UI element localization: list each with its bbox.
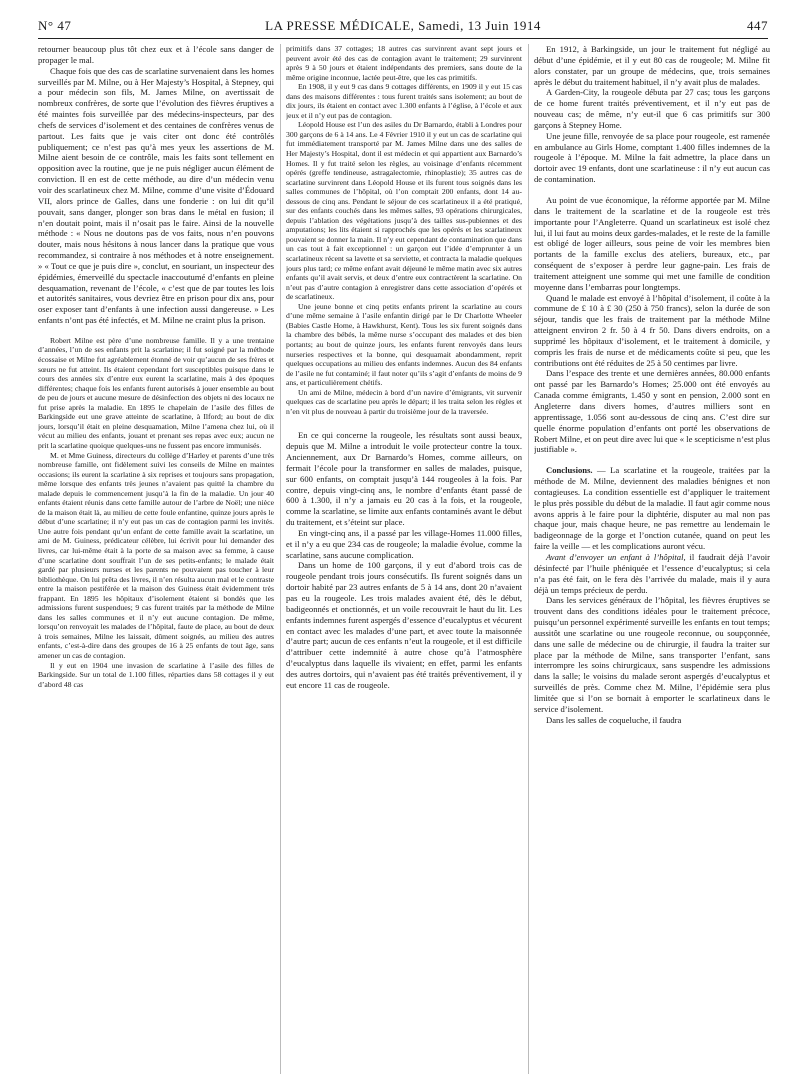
- paragraph: Robert Milne est père d’une nombreuse famille. Il y a une trentaine d’années, l’un de ses enfants prit la scarlatine; il fut soigné par la méthode écossaise et Milne fut agréablement étonné de voir qu’aucun de ses frères et sœurs ne fut atteint. Ils étaient cependant fort susceptibles puisque dans le cours des années six d’entre eux eurent la scarlatine, mais à des époques différentes; chaque fois les enfants furent autorisés à jouer ensemble au bout de peu de jours et aucune mesure de désinfection des objets ni des locaux ne fut prise après la maladie. En 1895 le chapelain de l’asile des filles de Barkingside eut une grave atteinte de scarlatine, à Ilford; au bout de dix jours, lorsqu’il était en pleine desquamation, Milne l’amena chez lui, où il vécut au milieu des enfants, jouant et prenant ses repas avec eux; aucun ne prit la scarlatine quoique quelques-uns ne fussent pas encore immunisés.: [38, 335, 274, 450]
- italic-lead: Avant d’envoyer un enfant à l’hôpital,: [546, 551, 686, 562]
- paragraph: M. et Mme Guiness, directeurs du collège d’Harley et parents d’une très nombreuse famille, ont fidèlement suivi les conseils de Milne en maintes occasions; ils eurent la scarlatine à six reprises et toujours sans propagation, même lorsque des enfants très jeunes n’avaient pas quitté la chambre du malade depuis le commencement jusqu’à la fin de la maladie. Un jour 40 enfants étaient réunis dans cette famille autour de l’arbre de Noël; une nièce de la maison était là, au milieu de cette foule enfantine, quinze jours après le début d’une scarlatine; il n’y eut pas un cas de contagion parmi les invités. Une autre fois pendant qu’un enfant de cette famille avait la scarlatine, un ami de M. Guiness, prédicateur célèbre, lui écrivit pour lui demander des livres, car lui-même était à la porte de sa maison avec sa femme, à cause d’une scarlatine dont souffrait l’un de ses petits-enfants; le malade était gardé par plusieurs nurses et les parents ne pouvaient pas toucher à leur bibliothèque. On lui prêta des livres, il n’en résulta aucun mal et le contraste entre la maison pestiférée et la maison des Guiness était évidemment très frappant. En 1895 les hôpitaux d’isolement étaient si bondés que les admissions furent suspendues; 9 cas furent traités par la méthode de Milne dans les salles communes et il n’y eut aucune contagion. De même, lorsqu’on renvoyait les malades de l’hôpital, faute de place, au bout de deux à trois semaines, Milne les laissait, dûment soignés, au milieu des autres enfants, c’est-à-dire dans des groupes de 16 à 25 enfants de tout âge, sans amener un cas de contagion.: [38, 450, 274, 660]
- paragraph: Une jeune bonne et cinq petits enfants prirent la scarlatine au cours d’une même semaine à l’asile enfantin dirigé par le Dr Charlotte Wheeler (Babies Castle Home, à Hawkhurst, Kent). Tous les six furent soignés dans la chambre des bébés, la même nurse s’occupant des malades et des bien portants; au bout de quinze jours, les enfants furent renvoyés dans leurs nurseries respectives et la bonne, qui desquamait abondamment, reprit quelques occupations au milieu des enfants indemnes. Aucun des 84 enfants de l’asile ne fut contaminé; il faut noter qu’ils s’agit d’enfants de moins de 9 ans, et particulièrement chétifs.: [286, 301, 522, 388]
- journal-title: LA PRESSE MÉDICALE, Samedi, 13 Juin 1914: [265, 18, 541, 33]
- paragraph: Dans les salles de coqueluche, il faudra: [546, 714, 682, 725]
- paragraph: Dans un home de 100 garçons, il y eut d’abord trois cas de rougeole pendant trois jours consécutifs. Ils furent soignés dans un dortoir habité par 23 autres enfants de 5 à 14 ans, dont 20 n’avaient pas eu la rougeole. Les trois malades avaient été, dès le début, badigeonnés et onctionnés, et un voile recouvrait le haut du lit. Les enfants indemnes furent aspergés d’essence d’eucalyptus et vécurent en contact avec les malades d’une part, et avec toute la maisonnée d’autre part; aucun de ces enfants n’eut la rougeole, et il est difficile d’attribuer cette indemnité à autre chose qu’à l’atmosphère d’eucalyptus dans laquelle ils vivaient; en effet, parmi les enfants des autres dortoirs, qui n’avaient pas été traités préventivement, il y eut encore 11 cas de rougeole.: [286, 560, 522, 690]
- running-header: [38, 18, 768, 36]
- paragraph: En vingt-cinq ans, il a passé par les village-Homes 11.000 filles, et il n’y a eu que 234 cas de rougeole; la maladie évolue, comme la scarlatine, sans aucune complication.: [286, 527, 522, 560]
- column-right: [534, 44, 770, 1074]
- paragraph-text: il faudrait déjà l’avoir désinfecté par l’huile phéniquée et l’essence d’eucalyptus; si cela n’a pas été fait, on le fera dès l’arrivée du malade, mais il y aura déjà un temps précieux de perdu.: [534, 551, 770, 595]
- conclusions-heading: Conclusions.: [546, 465, 593, 476]
- paragraph: Un ami de Milne, médecin à bord d’un navire d’émigrants, vit survenir quelques cas de scarlatine peu après le départ; il les traita selon les règles et n’en vit plus de nouveau à partir du troisième jour de la traversée.: [286, 387, 522, 416]
- conclusions-paragraph: [534, 465, 770, 552]
- paragraph: Au point de vue économique, la réforme apportée par M. Milne dans le traitement de la scarlatine et de la rougeole est très importante pour l’Angleterre. Quand un scarlatineux est isolé chez lui, il lui faut au moins deux gardes-malades, et le reste de la famille est obligé de loger ailleurs, sous peine de voir les membres bien portants de la famille exclus des ateliers, bureaux, etc., par conséquent de s’exposer à perdre leur gagne-pain. Les frais de traitement atteignent une somme qui met une famille de condition moyenne dans l’embarras pour longtemps.: [534, 194, 770, 292]
- paragraph: [534, 552, 770, 595]
- paragraph: Une jeune fille, renvoyée de sa place pour rougeole, est ramenée en ambulance au Girls Home, comptant 1.400 filles indemnes de la rougeole à l’époque. M. Milne la fait admettre, la place dans un dortoir avec 19 enfants, dont une scarlatineuse : il n’y eut aucun cas de contamination.: [534, 130, 770, 185]
- paragraph: En 1908, il y eut 9 cas dans 9 cottages différents, en 1909 il y eut 15 cas dans des maisons différentes : tous furent traités sans isolement; au bout de dix jours, ils étaient en contact avec 1.300 enfants à l’église, à l’école et aux jeux et il n’y eut pas de contagion.: [286, 82, 522, 120]
- paragraph: Quand le malade est envoyé à l’hôpital d’isolement, il coûte à la commune de £ 10 à £ 30 (250 à 750 francs), selon la durée de son séjour, tandis que les frais de traitement par la méthode Milne atteignent environ 2 fr. 50 à 4 fr 50. Dans divers endroits, on a supprimé les hôpitaux d’isolement, et le traitement à domicile, y compris les frais de nurse et de médicaments coûte si peu, que les contributions ont été réduites de 25 à 50 centimes par livre.: [534, 292, 770, 368]
- issue-number: N° 47: [38, 18, 72, 33]
- header-rule: [38, 38, 768, 39]
- paragraph: Il y eut en 1904 une invasion de scarlatine à l’asile des filles de Barkingside. Sur un total de 1.100 filles, réparties dans 58 cottages il y eut d’abord 48 cas: [38, 660, 274, 689]
- paragraph: Dans l’espace des trente et une dernières années, 80.000 enfants ont passé par les Barnardo’s Homes; 25.000 ont été envoyés au Canada comme émigrants, 1.450 y sont en pension, 2.000 sont en Angleterre dans divers homes, d’autres milliers sont en apprentissage, 1.056 sont au-dessous de cinq ans. C’est dire sur quelle énorme population d’enfants ont porté les observations de Robert Milne, et on peut dire avec lui que « le scepticisme n’est plus justifiable ».: [534, 368, 770, 455]
- conclusions-text: — La scarlatine et la rougeole, traitées par la méthode de M. Milne, deviennent des maladies bénignes et non contagieuses. La condition essentielle est d’appliquer le traitement le plus près possible du début de la maladie. Il faut agir comme nous avons appris à le faire pour la diphtérie, disputer au mal non pas chaque jour, mais chaque heure, ne pas remettre au lendemain le badigeonnage de la gorge et l’onction cutanée, quand on peut les faire la veille — et les complications auront vécu.: [534, 465, 770, 552]
- column-middle: [286, 44, 522, 1074]
- paragraph: retourner beaucoup plus tôt chez eux et à l’école sans danger de propager le mal.: [38, 44, 274, 65]
- column-divider: [280, 44, 281, 1074]
- paragraph: A Garden-City, la rougeole débuta par 27 cas; tous les garçons de ce home furent traités préventivement, et il n’y eut pas de nouveau cas; de même, n’y eut-il que 6 cas primitifs sur 300 garçons à Stepney Home.: [534, 87, 770, 130]
- column-left: [38, 44, 274, 1074]
- paragraph: En ce qui concerne la rougeole, les résultats sont aussi beaux, depuis que M. Milne a introduit le voile protecteur contre la toux. Anciennement, aux Dr Barnardo’s Homes, comme ailleurs, on fermait l’école pour la transformer en salles de malades, puisque, sur 600 enfants, on comptait jusqu’à 144 rougeoles à la fois. Par contre, depuis vingt-cinq ans, le nombre d’enfants étant passé de 600 à 1.300, il n’y a jamais eu 20 cas à la fois, et la rougeole, comme la scarlatine, se limite aux enfants contaminés avant le début du traitement, et s’éteint sur place.: [286, 430, 522, 528]
- paragraph: Léopold House est l’un des asiles du Dr Barnardo, établi à Londres pour 300 garçons de 6 à 14 ans. Le 4 Février 1910 il y eut un cas de scarlatine qui fut immédiatement transporté par M. James Milne dans une des salles de Her Majesty’s Hospital, dont il est médecin et qui appartient aux Barnardo’s Homes. Il y fut traité selon les règles, au voisinage d’enfants récemment opérés (greffe tendineuse, astragalectomie, rhinoplastie); 35 autres cas de scarlatine survinrent dans Léopold House et ils furent tous soignés dans les salles communes de l’hôpital, où l’on comptait 200 enfants, dont 14 au-dessous de cinq ans. Pendant le séjour de ces scarlatineux il a été pratiqué, sur des enfants couchés dans les mêmes salles, 93 opérations chirurgicales, depuis l’ablation des végétations jusqu’à des tailles sus-pubiennes et des amputations; les lits étaient si rapprochés que les opérés et les scarlatineux pouvaient se donner la main. Il n’y eut cependant de contamination que dans un cas tout à fait exceptionnel : un garçon eut l’idée d’emprunter à un scarlatineux récent sa lavette et sa serviette, et contracta la maladie quelques jours plus tard; ce même enfant avait déjeuné le même matin avec six autres enfants qu’il avait servis, et deux d’entre eux contractèrent la scarlatine. On n’eut pas d’autre contagion à enregistrer dans cette association d’opérés et de scarlatineux.: [286, 120, 522, 302]
- page-number: 447: [747, 18, 768, 33]
- paragraph: Chaque fois que des cas de scarlatine survenaient dans les homes surveillés par M. Milne, ou à Her Majesty’s Hospital, à Stepney, qui a pour médecin son fils, M. James Milne, on avertissait de nombreux confrères, de sorte que l’évolution des fièvres éruptives a été maintes fois surveillée par des médecins-inspecteurs, par des chefs de services d’isolement et des centaines de confrères venus de partout. Les faits que je vais citer ont donc été contrôlés publiquement; ce n’est pas qu’à mes yeux les assertions de M. Milne aient besoin de ce contrôle, mais les faits sont tellement en opposition avec la routine, que je ne puis négliger aucun élément de conviction. Il en est de cette méthode, au dire d’un médecin venu voir des scarlatineux chez M. Milne, comme d’une visite d’Édouard VII, alors prince de Galles, dans une fonderie : on lui dit qu’il pouvait, sans danger, plonger son bras dans le métal en fusion; il n’en doutait point, mais il n’osait pas le faire. Ainsi de la nouvelle méthode : « Nous ne doutons pas de vos faits, nous n’en pouvons douter, mais nous hésitons à nous lancer dans la pratique que vous recommandez, si contraire à nos méthodes et à notre enseignement. » « Tout ce que je puis dire », conclut, en souriant, un inspecteur des épidémies, émerveillé du spectacle inaccoutumé d’enfants en pleine desquamation, revenant de l’école, « c’est que de par toutes les lois et autorités sanitaires, vous devriez être en prison pour dix ans, pour oser exposer tant d’enfants à une infection aussi dangereuse. » Les enfants n’ont pas été infectés, et M. Milne ne craint plus la prison.: [38, 65, 274, 326]
- paragraph: En 1912, à Barkingside, un jour le traitement fut négligé au début d’une épidémie, et il y eut 80 cas de rougeole; M. Milne fit alors constater, par un groupe de médecins, que, trois semaines après le début du traitement habituel, il n’y avait plus de malades.: [534, 44, 770, 87]
- paragraph: primitifs dans 37 cottages; 18 autres cas survinrent avant sept jours et peuvent avoir été des cas de contagion avant le traitement; 29 survinrent après 9 à 50 jours et étaient indépendants des premiers, sans doute de la même origine inconnue, lactée peut-être, que les cas primitifs.: [286, 44, 522, 82]
- paragraph: Dans les services généraux de l’hôpital, les fièvres éruptives se trouvent dans des conditions idéales pour le traitement précoce, puisqu’un personnel expérimenté surveille les enfants en tout temps; aussitôt une scarlatine ou une rougeole reconnue, ou soupçonnée, dans une salle de médecine ou de chirurgie, il faudra la traiter sur place par la méthode de Milne, sans transporter l’enfant, sans interrompre les soins chirurgicaux, sans suspendre les admissions dans la salle; le voisins du malade seront aspergés d’eucalyptus et surveillés de près. Comme chez M. Milne, l’épidémie sera plus limitée que si l’on se bornait à emporter le scarlatineux dans le service d’isolement.: [534, 595, 770, 714]
- column-divider: [528, 44, 529, 1074]
